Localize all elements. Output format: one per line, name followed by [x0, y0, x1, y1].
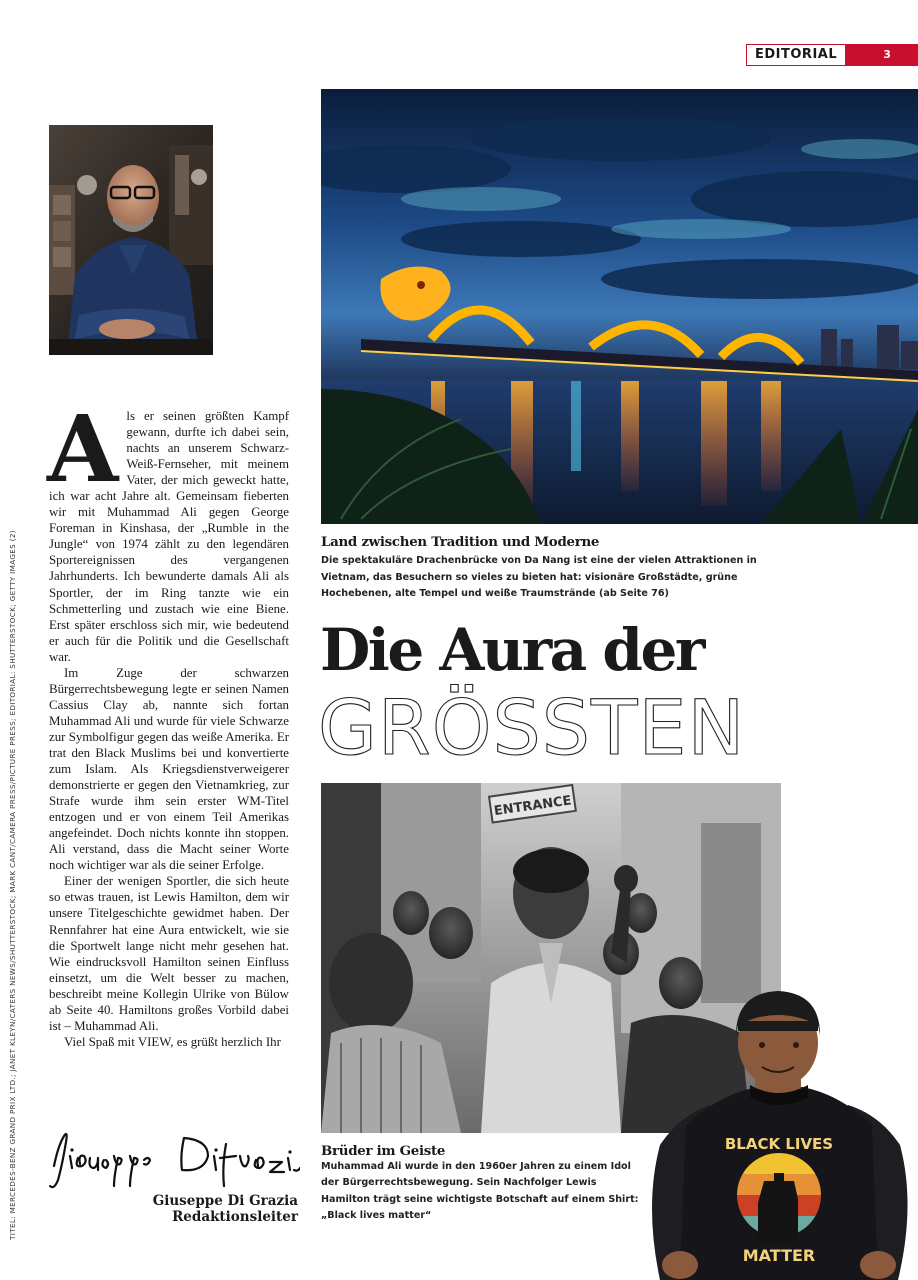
section-label: EDITORIAL	[746, 44, 846, 66]
signer-name: Giuseppe Di Grazia	[152, 1193, 298, 1209]
lewis-hamilton-cutout	[640, 985, 918, 1280]
entrance-sign-text: ENTRANCE	[493, 793, 573, 820]
caption-2-body: Muhammad Ali wurde in den 1960er Jahren zu einem Idol der Bürgerrechtsbewegung. Sein Nachfolger Lewis Hamilton trägt seine wichtigste Botschaft auf einem Shirt: „Black lives matter“	[321, 1161, 639, 1221]
editorial-paragraph-1-text: ls er seinen größten Kampf gewann, durfte ich dabei sein, nachts an unserem Schwarz-Weiß-Fernseher, mit meinem Vater, der mich geweckt hatte, ich war acht Jahre alt. Gemeinsam fieberten wir mit Muhammad Ali gegen George Foreman in Kinshasa, der „Rumble in the Jungle“ von 1974 zählt zu den legendären Sportereignissen des vergangenen Jahrhunderts. Ich bewunderte damals Ali als Sportler, der im Ring tanzte wie ein Schmetterling und zustach wie eine Biene. Erst später erschloss sich mir, wie bedeutend er auch für die Politik und die Gesellschaft war.	[49, 409, 289, 664]
headline-line-2-text: GRÖSSTEN	[318, 683, 746, 772]
shirt-text-line-2: MATTER	[742, 1246, 816, 1265]
caption-1-title: Land zwischen Tradition und Moderne	[321, 534, 600, 550]
editorial-text	[47, 395, 289, 1050]
editor-portrait-photo	[49, 125, 213, 355]
signer-role: Redaktionsleiter	[172, 1209, 298, 1225]
drop-cap: A	[47, 395, 119, 503]
caption-2-title: Brüder im Geiste	[321, 1143, 446, 1159]
handwritten-signature	[44, 1116, 300, 1196]
headline-line-1: Die Aura der	[320, 616, 703, 684]
headline-line-2	[318, 682, 745, 774]
dragon-bridge-photo	[321, 89, 918, 524]
editorial-paragraph-1	[47, 395, 289, 665]
caption-1-body: Die spektakuläre Drachenbrücke von Da Nang ist eine der vielen Attraktionen in Vietnam, das Besuchern so vieles zu bieten hat: visionäre Großstädte, grüne Hochebenen, alte Tempel und weiße Traumstrände (ab Seite 76)	[321, 555, 757, 599]
shirt-text-line-1: BLACK LIVES	[724, 1135, 834, 1153]
editorial-paragraph-4: Viel Spaß mit VIEW, es grüßt herzlich Ihr	[64, 1034, 281, 1049]
editorial-paragraph-3: Einer der wenigen Sportler, die sich heute so etwas trauen, ist Lewis Hamilton, dem wir unsere Titelgeschichte gewidmet haben. Der Rennfahrer hat eine Aura entwickelt, wie sie die Sportwelt lange nicht mehr gesehen hat. Wie eindrucksvoll Hamilton seinen Einfluss einsetzt, um die Welt besser zu machen, beschreibt meine Kollegin Ulrike von Bülow ab Seite 40. Hamiltons großes Vorbild dabei ist – Muhammad Ali.	[49, 874, 289, 1033]
editorial-paragraph-2: Im Zuge der schwarzen Bürgerrechtsbewegung legte er seinen Namen Cassius Clay ab, nannte sich fortan Muhammad Ali und wurde für viele Schwarze zur Symbolfigur gegen das weiße Amerika. Er trat den Black Muslims bei und konvertierte zum Islam. Als Kriegsdienstverweigerer demonstrierte er gegen den Vietnamkrieg, zur Strafe wurde ihm sein erster WM-Titel entzogen und er von einem Teil Amerikas angefeindet. Doch nichts konnte ihn stoppen. Ali verstand, dass die Macht seiner Worte noch wichtiger war als die seiner Erfolge.	[49, 665, 289, 873]
section-tag	[746, 44, 918, 66]
page-number: 3	[846, 44, 918, 66]
photo-credits: TITEL: MERCEDES-BENZ GRAND PRIX LTD.; JANET KLEYN/CATERS NEWS/SHUTTERSTOCK; MARK CANT/CAMERA PRESS/PICTURE PRESS; EDITORIAL: SHUTTERSTOCK; GETTY IMAGES (2)	[8, 530, 17, 1240]
